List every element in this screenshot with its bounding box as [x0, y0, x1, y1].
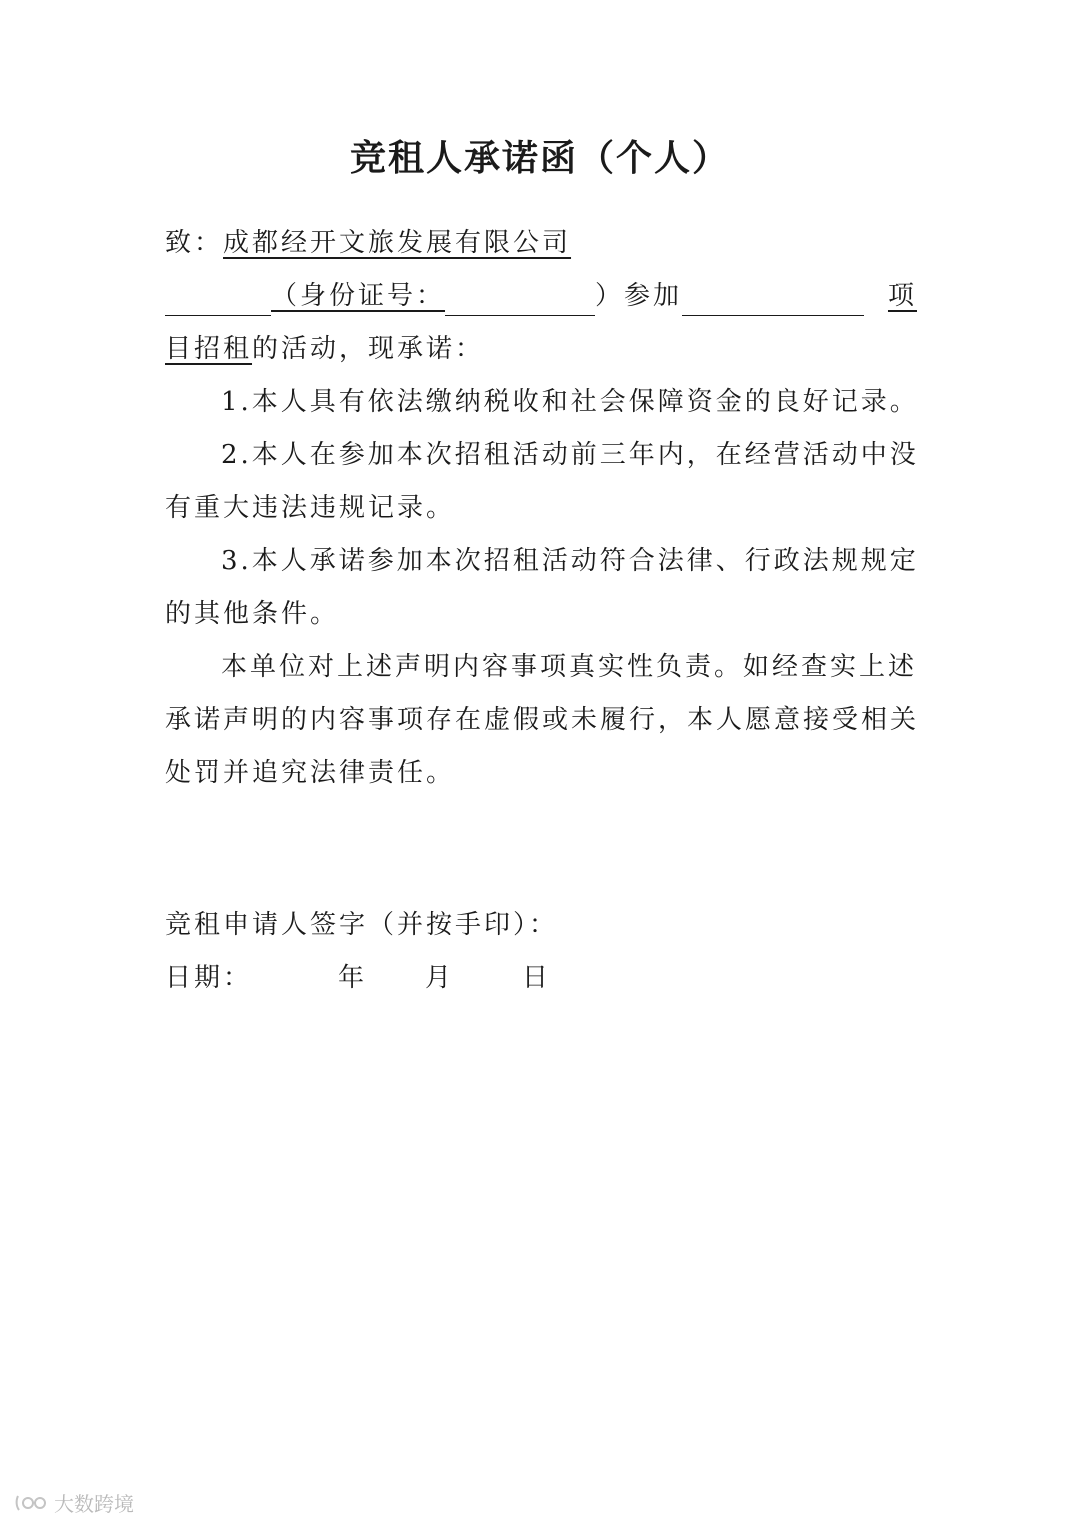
date-year: 年 — [338, 963, 368, 993]
project-tail-2: 目招租 — [165, 334, 253, 364]
date-day: 日 — [522, 963, 552, 993]
date-label: 日期： — [165, 963, 253, 993]
project-tail-1: 项 — [887, 281, 917, 311]
date-month: 月 — [425, 963, 455, 993]
id-close: ）参加 — [595, 281, 683, 311]
id-line — [165, 276, 917, 316]
addressee-line — [165, 223, 917, 263]
commitment-item-3-line-2: 的其他条件。 — [165, 599, 340, 629]
project-name-blank — [682, 285, 864, 316]
addressee-prefix: 致： — [165, 228, 224, 258]
statement-line-1: 本单位对上述声明内容事项真实性负责。如经查实上述 — [221, 652, 918, 682]
project-line — [165, 329, 917, 369]
commitment-item-1: 1.本人具有依法缴纳税收和社会保障资金的良好记录。 — [221, 387, 919, 417]
document-title: 竞租人承诺函（个人） — [349, 137, 730, 179]
addressee-company: 成都经开文旅发展有限公司 — [223, 228, 572, 258]
commitment-item-3-line-1: 3.本人承诺参加本次招租活动符合法律、行政法规规定 — [221, 546, 919, 576]
id-label: （身份证号： — [271, 281, 446, 311]
statement-line-2: 承诺声明的内容事项存在虚假或未履行，本人愿意接受相关 — [165, 705, 920, 735]
watermark — [14, 1488, 134, 1517]
statement-line-3: 处罚并追究法律责任。 — [165, 758, 456, 788]
date-line — [165, 958, 917, 998]
id-number-blank — [445, 285, 595, 316]
name-blank — [165, 285, 271, 316]
commitment-item-2-line-1: 2.本人在参加本次招租活动前三年内，在经营活动中没 — [221, 440, 919, 470]
watermark-text: 大数跨境 — [54, 1492, 134, 1516]
project-rest: 的活动，现承诺： — [252, 334, 485, 364]
signature-label: 竞租申请人签字（并按手印）： — [165, 910, 559, 940]
watermark-logo-icon — [14, 1492, 48, 1514]
commitment-item-2-line-2: 有重大违法违规记录。 — [165, 493, 456, 523]
